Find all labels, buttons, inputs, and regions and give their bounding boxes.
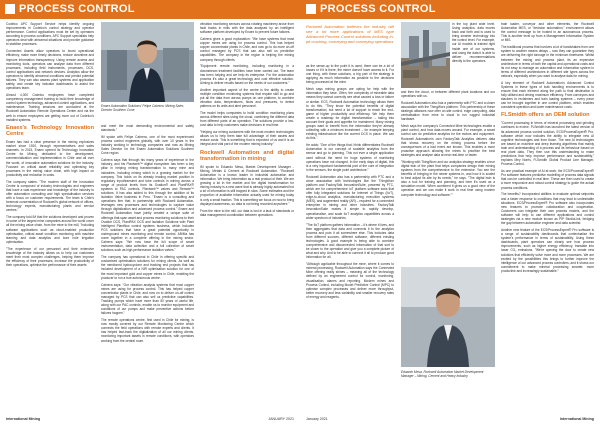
photo-caption: Eduardo Mesa, Rockwell Automation Market Development Manager – Mining, Cement and Heavy Industry bbox=[401, 370, 484, 378]
mining-facility-photo bbox=[401, 22, 450, 88]
body-paragraph: IM spoke to Eduardo Mesa, Market Development Manager - Mining, Metals & Cement at Rockwell Automation. "Rockwell Automation is a known leader in industrial automation and information. We bring information as a real product of their. We are growing a lot in the market and the digital transformation for mining industry is a new wave that is already highly automated but a lot of information is still trapped in silos. Some estimates and the proportion of available information actually used for mining today is only a small fraction. This is something we focus on now to bring displayed awareness, so data is not being recorded anywhere." bbox=[200, 164, 294, 206]
photo-caption: Enaex Automation Solutions' Felipe Cabrera, Mining Sales Director Southern Cone bbox=[101, 104, 184, 112]
body-paragraph: Rockwell Automation also has a partnership with PTC and a close association with technologies like the ThingWorx platform and FactoryTalk InnovationSuite, powered by PTC, which are for comprehensive IoT platform software tools that offer fully integrated solutions for Internet of Things (IIoT), edge-to-cloud analytics, manufacturing execution systems (MES), and augmented reality (AR) – required for a connected enterprise in mining and other industries. FactoryTalk InnovationSuite makes it simple to rapidly develop, operationalise, and scale IIoT analytics capabilities across a wider spectrum of industries. bbox=[306, 174, 394, 220]
body-paragraph: As one practical example of AI at work, the ECS/ProcessExpert® Pro software features predictive modelling of process data signals that can be controlled in real time. These are then used to create a more responsive and robust control strategy to guide the actual process conditions. bbox=[501, 169, 594, 190]
felipe-cabrera-photo bbox=[101, 22, 194, 102]
banner-square-icon bbox=[5, 4, 15, 14]
body-paragraph: Cabrera gives a good explanation: "We have systems that most copper mines are using for process control. This has helped copper concentrator plants in Chile, and now go to do more on-off control managed by PCS that can also sell us predictive capabilities. The company in the region is helping the mining company through clients. bbox=[200, 37, 294, 62]
body-paragraph: The company states: "The modern staff of the Innovation Centre is composed of industry technologists and engineers that have a vast experience and knowledge of the industry to offer automation consulting and high specialisation services with a focus on customer requirements. The team is Chile's foremost concentration of Rockwell's global network of offices, technology experts, manufacturing plants and service centres." bbox=[6, 179, 94, 213]
text-column-1 bbox=[306, 64, 394, 412]
portrait-photo-icon bbox=[401, 267, 495, 367]
body-paragraph: "Current processing in terms of mineral processing and grinding continues to evolve. FLSmidth has launched the latest version of its advanced process control solution, ECS/ProcessExpert® Pro, software which now includes the ability to integrate new AI cognitive technologies and from those. The new AI technologies are based on machine and deep learning algorithms that mainly train and understanding of a process and its behaviour based on real plant data. They then use this understanding to make predictions that help improve performance and sustainability," explains Mey Norris, FLSmidth Global Product Line Manager, Process Control. bbox=[501, 121, 594, 167]
plant-photo-icon bbox=[401, 22, 450, 88]
footer-publication: International Mining bbox=[6, 417, 41, 421]
text-column-3 bbox=[501, 22, 594, 412]
body-paragraph: Rockwell Automation also has a partnership with PTC and a closer association with the ThingWorx platform. This partnership of these strategic alliances now offer on-site control, edge computing, data centralisation from mine to cloud to run rugged industrial hardware. bbox=[401, 100, 495, 122]
body-paragraph: Mesh says the company's Connected Mine technologies enable a plant control, and how data moves around. For example, a smart control can do predictive analytics for the motors and equipment. Rockwell Automation's own FactoryTalk Analytics delivers data that shows recovery on the mining process before the consequences of a bad event are known. This enables a more proactive approach allowing the mines to prioritize the best strategies and analyse data at near real-time or faster. bbox=[401, 124, 495, 157]
section-heading: FLSmidth offers an OEM solution bbox=[501, 112, 590, 119]
body-paragraph: Codelco APC Support Service helps identify ongoing improvements in Codelco's control strategy and operator performance. Control applications must be set by operators according to process conditions. APC Support specialists help operators deal with abnormal situations and provide guidance to stabilize processes. bbox=[6, 22, 94, 47]
body-paragraph: The traditional process that involves a lot of handshakes from one system to another means delays – now they can guarantee they are delivering the right tonnage in the minimum timeframe. Whilst between the mining and process plant, its an expensive architecture in terms of both the capital and operational costs and its not easy to manage an automation and information system in terms of different architectures in different site types across the network, especially when you want to analyse data for mining. bbox=[501, 45, 594, 78]
section-heading: Enaex's Technology Innovation Centre bbox=[6, 124, 94, 138]
section-banner-right bbox=[300, 0, 600, 19]
body-paragraph: "The IIoT platform gathers information – it's where it lives, and then aggregates that data and connects it to the analytics process and puts it all somewhere else. This includes data from different sources, different software, different existing technologies. A good example is being able to combine comprehensive and disconnected information of that sort to be closer to the operation and give you a complete picture of what and why. And to be able to connect it all to produce good information for all. bbox=[306, 222, 394, 260]
body-paragraph: From the mine to the mill, our data is lost in a lack of standards or data management coordination between operations. bbox=[200, 208, 294, 217]
body-paragraph: "Although applicable throughout the mine, where it comes to mineral processing, Rockwell Automation says the Connected Mine offering really shines – meaning all of the technology defined by an engineered control for control, monitoring, visualisation, alarms and reporting. Modern mines and Process Control, including Model Predictive Control (MPC) to optimise complex processes and deliver more throughput, better recovery and less variability and smaller recovery rates of energy and reagents. bbox=[306, 262, 394, 299]
footer-date: JANUARY 2021 bbox=[268, 417, 294, 421]
body-paragraph: Connected Assets allow operators to boost operational efficiency, make more timely decisions, reduce downtime and improve information transparency. Using remote access and monitoring tools, operators can analyse data from different processes, including field instruments, processes, DCS, control applications and network devices. Analytics allow the operators to identify abnormal conditions and predict potential failures. They can also assess plant systems and application safety, and create key indicator dashboards to assist the operations team. bbox=[6, 49, 94, 91]
body-paragraph: He adds: "One of the things that I think differentiates Rockwell Automation is our concept of scalable analytics from the sensor and go to planning. This not ever a single application used without the need for huge systems of monitoring operations have not changed. In the early days of digital, this is a very important fundamental part of the core of integration in the sensors, the single point architecture." bbox=[306, 143, 394, 172]
body-paragraph: and then the cloud, or between different plant locations and our operations with us. bbox=[401, 90, 495, 99]
body-paragraph: Enaex has had a clear presence in the mining explosives market since 1920, through representatives and sales channels. In 2015, Enaex opened its Technology Innovation Centre for Mining, dedicated to the development, commercialization and implementation in Chile and all over the world, of innovative automation solutions for the industry. Focused on critical asset reliability and optimising key processes in the mining value chain, with high impact on productivity and reduction in costs. bbox=[6, 140, 94, 177]
body-paragraph: The company has operational in Chile in offering specific and customised optimisation solutions for mining clients. As well as the mentioned hydrocyclone and tracking end projects that has included development of a NIR optimisation solution for one of the most important gold and copper mines in Chile, enabling the producer to run a true autonomous centre. bbox=[101, 255, 194, 280]
body-paragraph: "Equipment remote monitoring, including monitoring in a downstream treatment facilities have been carried out. The team has been helping and we help its enterprise. For the automation process it's also a great technology and cost effective solution. Aiming to deliver results based on the needs of our customers." bbox=[200, 64, 294, 85]
text-column-2 bbox=[101, 124, 194, 412]
body-paragraph: The company told IM that the solutions developed and proven in some of the largest mine companies around the world cover all the mining value chain, from the mine to the mill, "including software applications such as cloud-enabled production optimisation, critical asset condition monitoring with machine learning and data analytics and bore hole irrigation optimisation. bbox=[6, 215, 94, 244]
body-paragraph: in the top plant wide level. Using analytics, data moves back and forth and is used to bring smarter technology into the control level. For example, our AI models is trained right inside one of our systems, and using the data it is able to deliver recommendations directly to the operators. bbox=[452, 22, 495, 63]
body-paragraph: Almost 4,000 Codelco employees have completed competency management training to build their knowledge of control system technology, advanced control applications, and maintenance. Training sessions are conducted at the Rockwell Automation Remote Operations Center and via the web to ensure employees are getting more out of Codelco's installed systems. bbox=[6, 93, 94, 122]
section-title: PROCESS CONTROL bbox=[19, 3, 135, 15]
body-paragraph: "Helping our mining customers with the most modern technologies allows us to help them take full advantage of their assets and reduce costs. This is something that is expected of us and it is an integral and vital part of the modern mining industry." bbox=[200, 130, 294, 147]
banner-square-icon bbox=[306, 4, 316, 14]
section-banner-left bbox=[0, 0, 300, 19]
body-paragraph: Cabrera says: "Our vibration analysis systems that most copper mines are using for process control. This has helped copper concentrator plants in Chile, and now on to deliver on-off control managed by PCS that can also sell us predictive capabilities. Tracking pumps which have more than 50 years of useful life, along with our PAC controls, enable us to monitor equipment and conditions of our pumps and make preventive actions before failures happen." bbox=[101, 282, 194, 316]
text-column-2 bbox=[401, 90, 495, 264]
body-paragraph: "The experience of our personnel and their extensive knowledge of the industry allows us to help our customers meet their most complex challenges, helping them improve the efficiency of their processes, increase the productivity of their operations, optimise the performance of their assets bbox=[6, 246, 94, 268]
text-column-1 bbox=[6, 22, 94, 412]
body-paragraph: The model helps companies to build condition monitoring plans across different sites using the cloud, combining the different data from different parts of an operation. The solutions provide a low-cost data to help customers make decisions in real time. bbox=[200, 110, 294, 128]
portrait-photo-icon bbox=[101, 22, 194, 102]
body-paragraph: as the sense-up to the point it is used, there can be a lot of losses or if it is there, the miner doesn't have access to it. For one thing, with these solutions, a big part of the strategy is applying as much information as possible to the decisions being processed at the mine. bbox=[306, 64, 394, 85]
body-paragraph: The benefits? Incorporated abilities to evaluate optimal setpoints and a faster response to conditions that may lead to undesirable situations. ECS/ProcessExpert® Pro software also incorporates new features to promote collaboration and cooperation. Customers can integrate their own process models, and the software will help to use different applications and control strategies via a new module known as PIP StudioLink, bridging the gap between automation engineer and data scientist. bbox=[501, 192, 594, 226]
body-paragraph: The remote operations centre, first used in Chile for mining, is now mostly covered by our Remote Monitoring Centre which connects the field operations with remote experts and clients. It has helped fast-track the digitalization of all our mining clients, monitoring important assets in remote conditions, with operators working from the central room. bbox=[101, 318, 194, 343]
body-paragraph: "Working with ThingWorx and our analytics strategy enables a true digital twin of the plant that helps companies design their mining systems from the comprehensive to the extensive. You see the benefits of bringing in the newer systems in, and how it is scaled to best adjust its site by its needs," he says. "The digital twin is also a tool for training and planning, and here it's used as a simulation model. When combined it gives us a good view of the operation and we can make it work in real time using modern computer technology and software."" bbox=[401, 159, 495, 197]
right-page bbox=[300, 0, 600, 424]
text-column-3 bbox=[200, 22, 294, 412]
section-heading: Rockwell Automation and digital transformation in mining bbox=[200, 149, 294, 162]
footer-publication: International Mining bbox=[559, 417, 594, 421]
body-paragraph: vibration monitoring sensors across rotating machinery arose from fault tracks in mills with the data analysed by an intelligent software platform developed by Enaex to prevent future failures. bbox=[200, 22, 294, 35]
body-paragraph: IM spoke with Felipe Cabrera, one of the most experienced process control engineers globally, with over 10 years in the industry working in technology companies and now as Mining Sales Director for the Enaex Automation Solutions Southern Cone region. bbox=[101, 134, 194, 156]
eduardo-mesa-photo bbox=[401, 267, 495, 367]
pull-quote bbox=[306, 22, 394, 62]
section-title: PROCESS CONTROL bbox=[320, 3, 436, 15]
body-paragraph: Mesh says mining groups are opting for help with the information they have. Often, the complexity of mineable data means they cannot correctly see what caused a loss or failure or similar. ECS, Rockwell Automation technology allows them to do this. "They know the potential benefits of digital transformation, but need a lot of support to reach the end-game of higher productivity and efficiency. We help them create a roadmap for digital transformation – taking into account their goals and appetite for investment. Many mining groups want to benefit from the information they're already collecting with a minimum investment – for example keeping existing infrastructure like the current DCS in place. We can do this." bbox=[306, 87, 394, 141]
body-paragraph: and meet the most demanding environmental and safety standards." bbox=[101, 124, 194, 133]
body-paragraph: train loader, conveyor and other elements, the Rockwell Automation MES, or "decision automation," environment allows the control message to be hosted in an autonomous process. This is another level up from a Management Information System or MIS. bbox=[501, 22, 594, 43]
pull-quote-text: Rockwell Automation believes the industry will see a lot more applications of MES type Advanced Process Control solutions including in-pit crushing, conveying and conveying operations bbox=[306, 24, 394, 44]
footer-date: January 2021 bbox=[306, 417, 328, 421]
text-column-2-top bbox=[452, 22, 495, 88]
body-paragraph: Another new feature of the ECS/ProcessExpert® Pro software is a range of sustainability dashboards that contextualise the system's performance in terms of sustainability. Using these dashboards, plant operators can clearly see how process improvements, such as higher energy efficiency, translate into lower CO₂ emissions. "We're opening the door to create new solutions that efficiently solve more and more processes. We are excited by the possibilities this brings to further improve the intelligence of our advanced process controllers, and it shows our commitment to make mineral processing smarter, more productive and increasingly sustainable." bbox=[501, 228, 594, 273]
body-paragraph: Cabrera says that through his many years of experience in the industry, and his Plantweb™ digital ecosystem has been a key pillar in helping mining transformation to many mine and industries, including mining which is a growing market for the company. This holds on its already leading market position in regulatory input/transient and tube controls in mining across a range of product levels from its Ovation® and PlantPAX® systems to PAC controls, Plantweb™ valves and Remote™ solutions. It has also added to this through the addition of its Isolation Valve business in Peru. "Enaex is a consulting and operations firm that, in partnership with Rockwell Automation, leverages new processes and technologies to capture value through digitalization and advanced process control." Enaex and Rockwell Automation have jointly created a unique suite of offerings that span asset and process monitoring solutions to their Ovation DCS, PlantPAX DCS and Isolation Solutions with Plant Intelligent Plantflow control systems business, which includes PCS solutions that have a great potential opportunity in underground mines monitoring and remote control. AB/Ma has come together in a complete offering in the mining sector. Cabrera says: "We now have the full scope of smart instrumentation, data collection and a full collection of smart solutions such as high performance isolation valves." bbox=[101, 158, 194, 253]
body-paragraph: Another important aspect of the centre is the ability to create multiple condition monitoring systems that require skill to go and put all the data from across pumps on one platform, to combine vibration data, temperatures, flows and pressures, to detect patterns on its units and alert personnel. bbox=[200, 87, 294, 109]
body-paragraph: A key element of Rockwell Automation's Advanced Control Systems in these types of bulk handling environments is to ensure that each element along the path to final destination is fully utilised and driving maximum efficiency. From conveyors and stackers to reclaimers and train loading systems – every piece can be brought together in one control platform, which enables consistent operation and lower maintenance costs. bbox=[501, 80, 594, 110]
